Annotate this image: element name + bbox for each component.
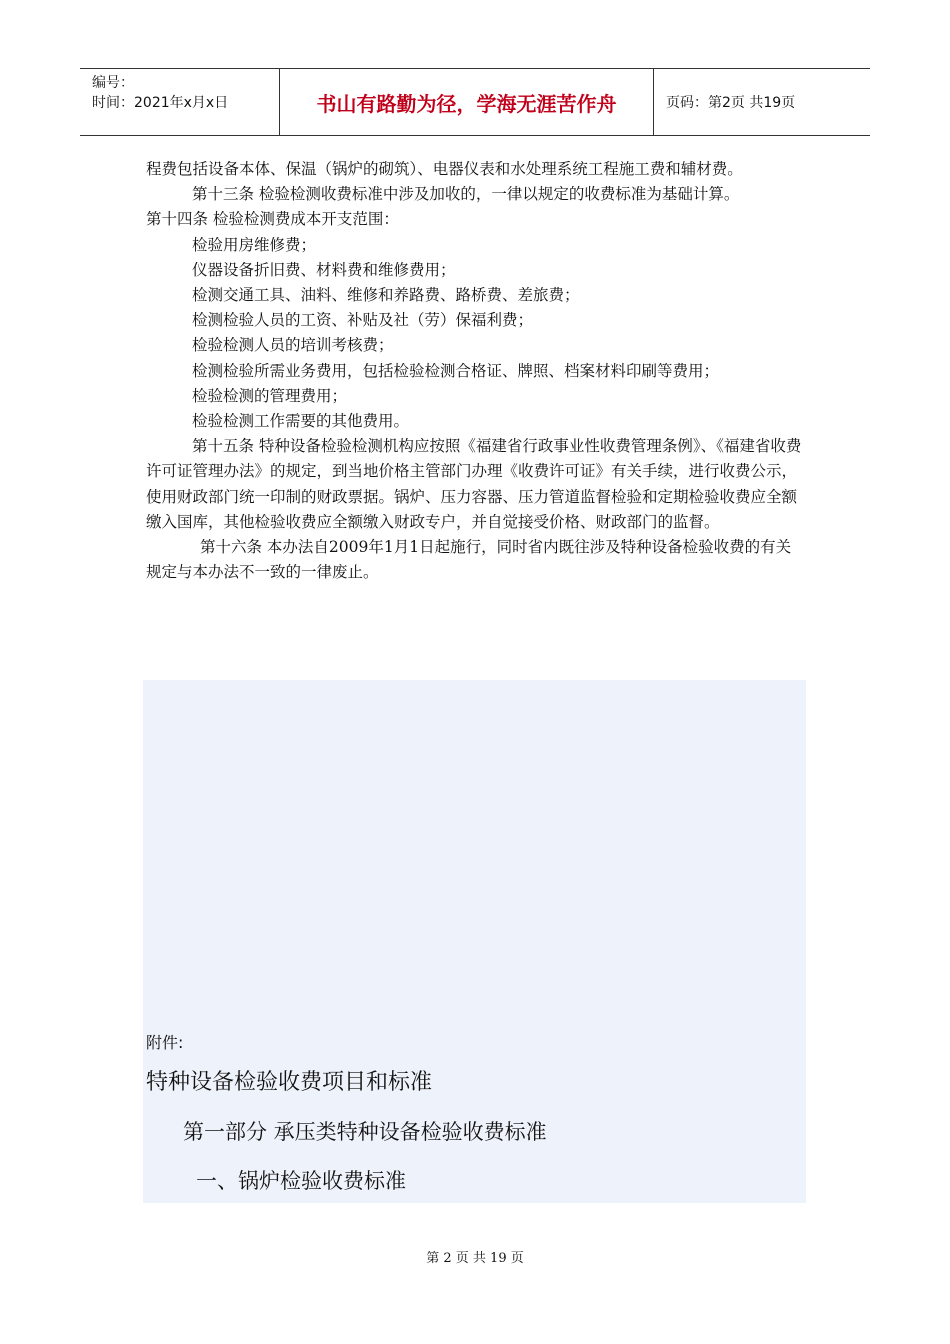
page-footer: 第 2 页 共 19 页 xyxy=(426,1251,524,1266)
header-page-info: 页码：第2页 共19页 xyxy=(666,95,796,111)
time-label: 时间：2021年x月x日 xyxy=(92,95,229,111)
article-15: 第十五条 特种设备检验检测机构应按照《福建省行政事业性收费管理条例》、《福建省收费许可证管理办法》的规定，到当地价格主管部门办理《收费许可证》有关手续，进行收费公示，使用财政部门统一印制的财政票据。锅炉、压力容器、压力管道监督检验和定期检验收费应全额缴入国库，其他检验收费应全额缴入财政专户，并自觉接受价格、财政部门的监督。 xyxy=(146,437,802,531)
attachment-title: 特种设备检验收费项目和标准 xyxy=(146,1070,433,1095)
header-meta xyxy=(80,69,280,135)
article-16: 第十六条 本办法自2009年1月1日起施行，同时省内既往涉及特种设备检验收费的有关规定与本办法不一致的一律废止。 xyxy=(146,538,792,582)
attachment-label: 附件: xyxy=(146,1033,184,1052)
article-14: 第十四条 检验检测费成本开支范围： xyxy=(146,210,399,229)
page-header xyxy=(80,68,870,136)
list-item: 检验检测的管理费用； xyxy=(192,386,348,405)
article-13: 第十三条 检验检测收费标准中涉及加收的，一律以规定的收费标准为基础计算。 xyxy=(192,185,740,204)
paragraph: 程费包括设备本体、保温（锅炉的砌筑）、电器仪表和水处理系统工程施工费和辅材费。 xyxy=(146,160,743,178)
list-item: 检测交通工具、油料、维修和养路费、路桥费、差旅费； xyxy=(192,286,580,305)
list-item: 检验用房维修费； xyxy=(192,235,317,254)
list-item: 检测检验人员的工资、补贴及社（劳）保福利费； xyxy=(192,311,534,330)
attachment-part-heading: 第一部分 承压类特种设备检验收费标准 xyxy=(183,1120,547,1144)
number-label: 编号： xyxy=(92,75,134,91)
attachment-section-heading: 一、锅炉检验收费标准 xyxy=(196,1169,406,1193)
list-item: 检测检验所需业务费用，包括检验检测合格证、牌照、档案材料印刷等费用； xyxy=(192,361,720,380)
list-item: 检验检测工作需要的其他费用。 xyxy=(192,412,410,431)
list-item: 检验检测人员的培训考核费； xyxy=(192,336,394,355)
document-body xyxy=(146,157,806,585)
header-motto: 书山有路勤为径，学海无涯苦作舟 xyxy=(280,69,654,135)
list-item: 仪器设备折旧费、材料费和维修费用； xyxy=(192,260,456,279)
